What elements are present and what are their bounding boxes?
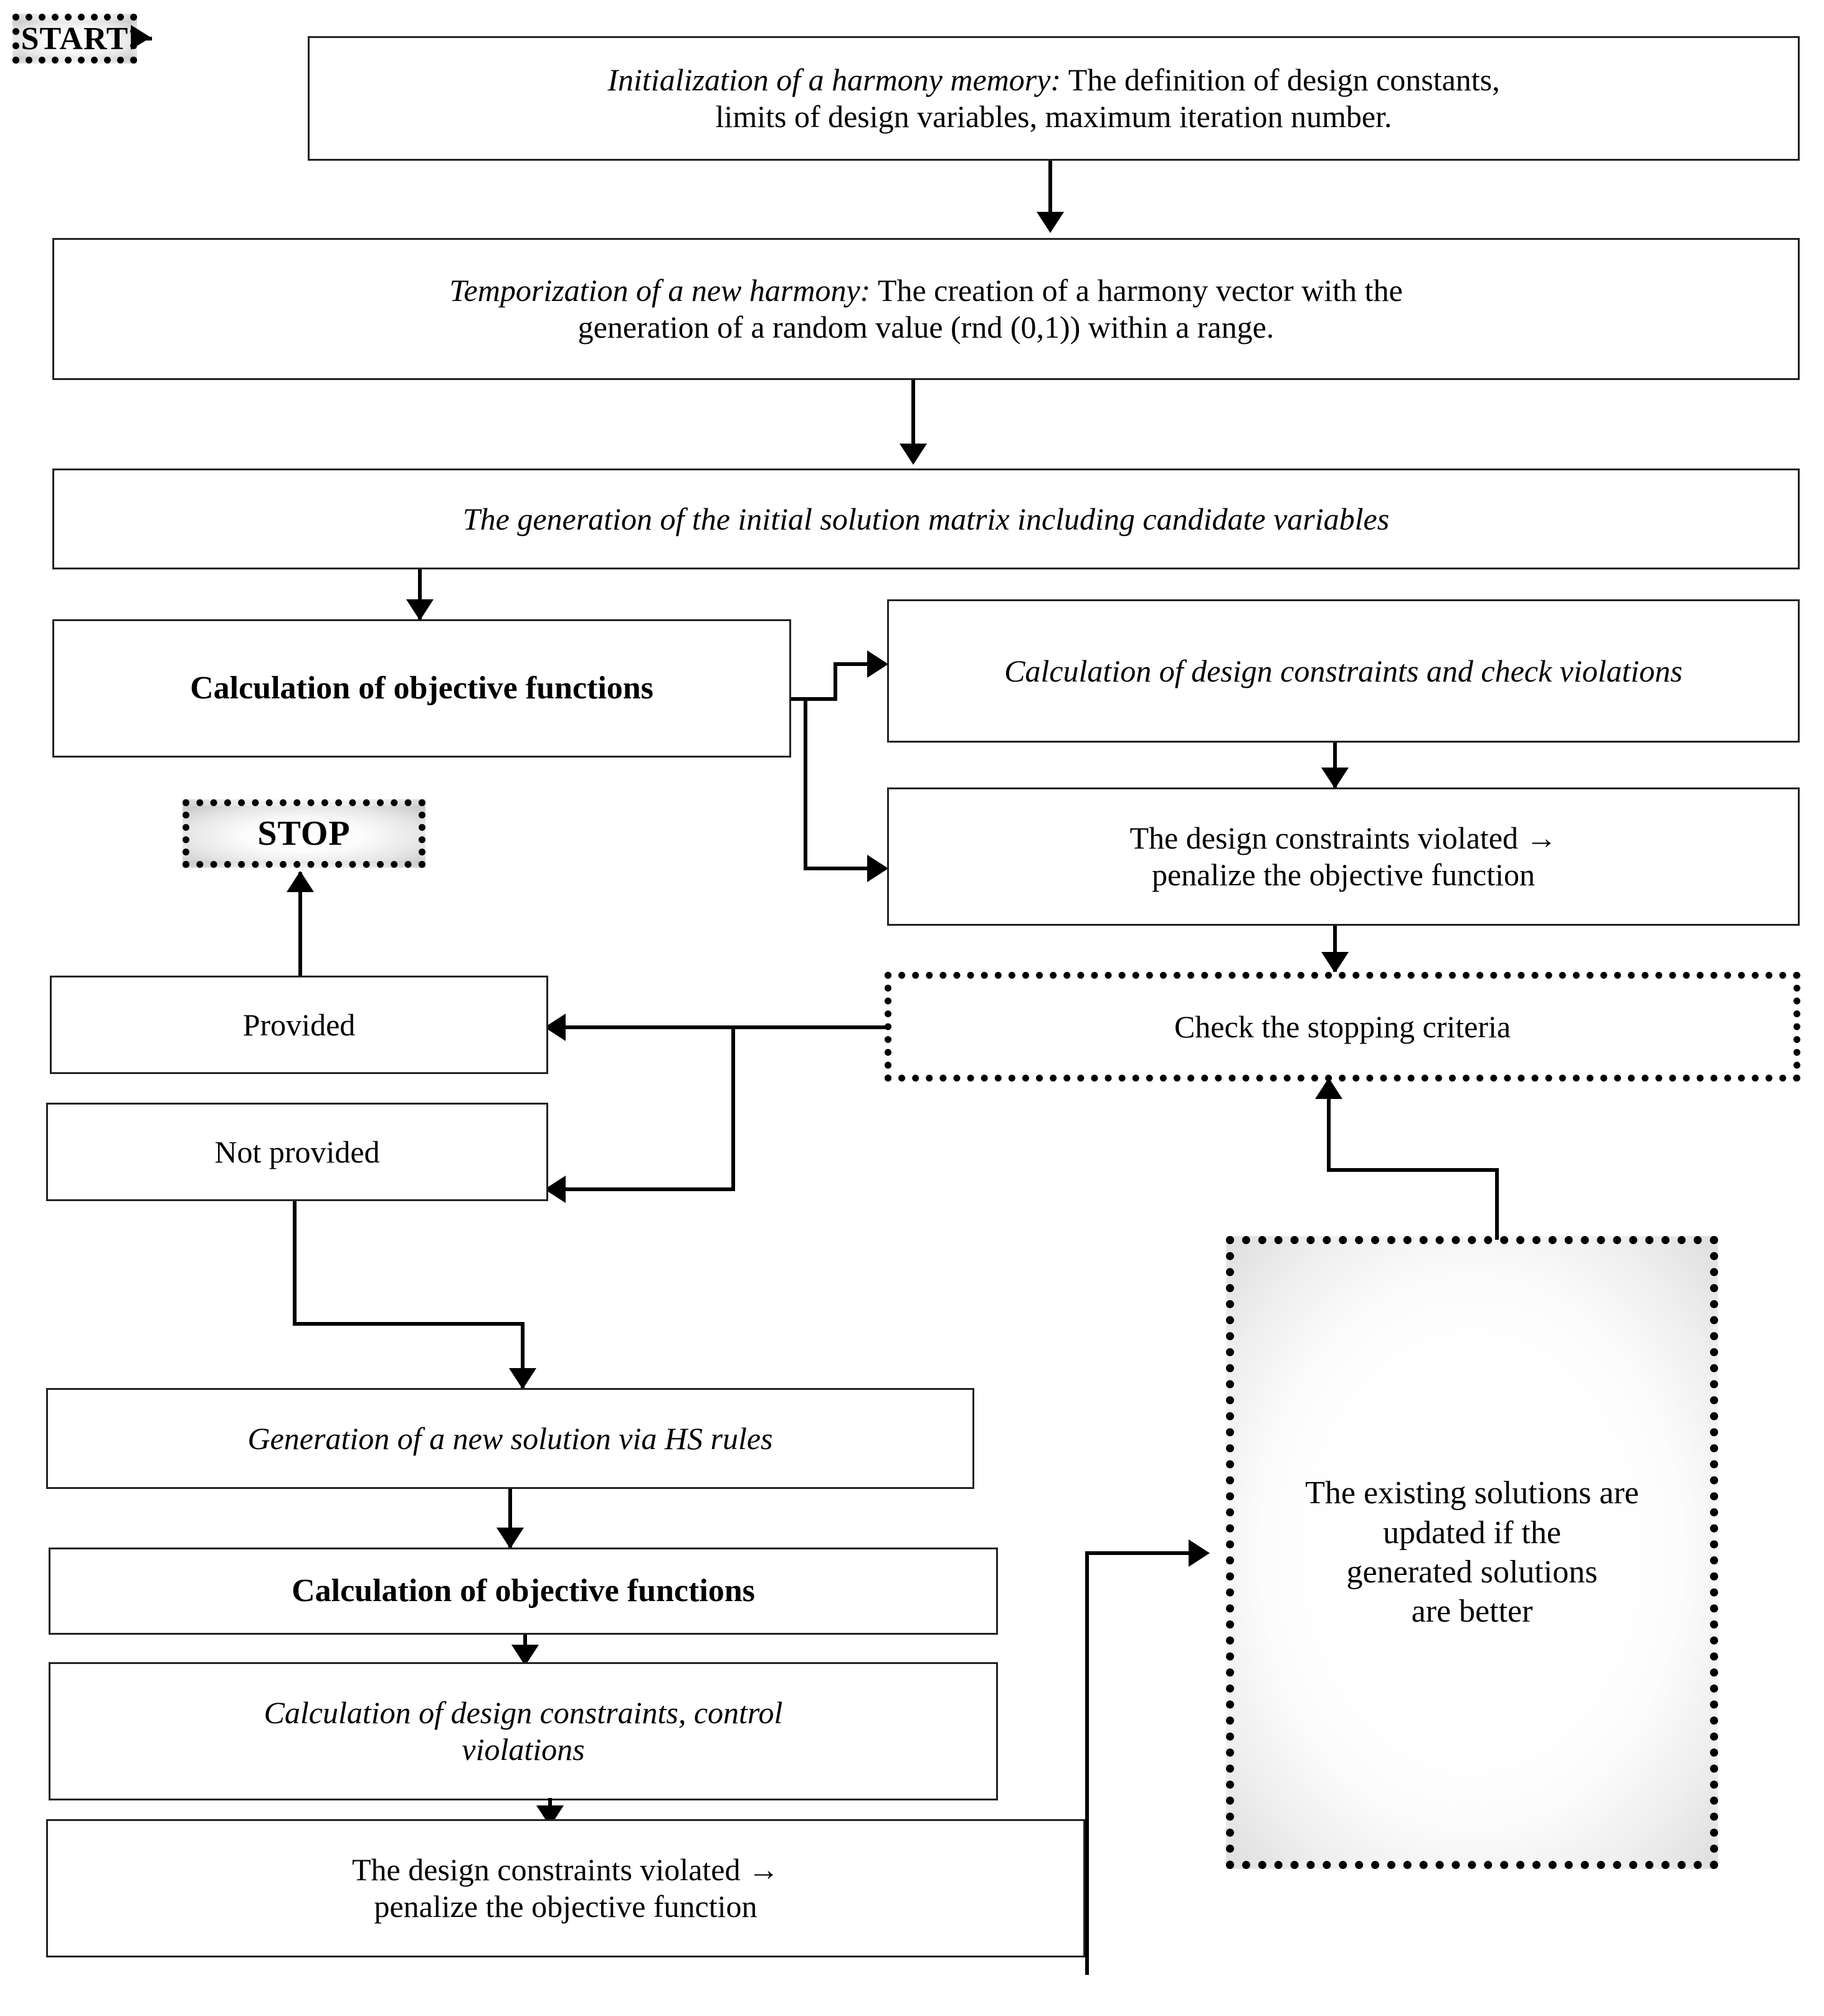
node-check-stopping [885,972,1800,1082]
node-stop [183,799,425,868]
node-calc-objective-1-label: Calculation of objective functions [190,670,653,706]
node-calc-constraints-1 [887,599,1800,743]
node-check-stopping-label: Check the stopping criteria [1174,1009,1511,1044]
arrowhead-calcobj1-to-penalize [867,855,888,882]
connector-update-across [1327,1168,1499,1172]
node-not-provided [46,1103,548,1201]
node-new-solution-hs-label: Generation of a new solution via HS rules [247,1420,773,1456]
arrowhead-init-to-temporization [1037,212,1064,233]
node-penalize-1 [887,787,1800,926]
node-init-memory-line1: Initialization of a harmony memory: [607,62,1062,97]
connector-check-to-branch [735,1025,890,1029]
connector-calcobj1-riser [834,662,837,701]
node-init-memory-line3: limits of design variables, maximum iteration number. [715,99,1392,134]
node-provided [50,976,548,1074]
connector-branch-vertical [731,1025,735,1191]
node-stop-label: STOP [257,814,351,853]
node-not-provided-label: Not provided [214,1134,380,1169]
node-penalize-2-line2: penalize the objective function [374,1889,758,1924]
arrowhead-constraints1-to-penalize1 [1321,768,1349,789]
connector-calcobj1-stub [791,697,837,701]
arrowhead-notprovided-to-newsolution [509,1368,536,1389]
node-penalize-1-line2: penalize the objective function [1151,857,1535,892]
node-temporization [52,238,1800,380]
node-penalize-2-line1: The design constraints violated → [352,1852,779,1887]
node-temporization-line1: Temporization of a new harmony: [449,273,871,308]
arrowhead-calcobj1-to-constraints [867,650,888,678]
node-calc-constraints-2-line2: violations [462,1732,585,1767]
node-calc-constraints-2 [49,1662,998,1800]
node-start-label: START [21,21,129,57]
node-calc-objective-2-label: Calculation of objective functions [292,1573,755,1609]
node-update-solutions-line3: generated solutions [1346,1554,1598,1590]
connector-notprovided-drop [293,1201,297,1326]
arrowhead-newsolution-to-calcobj2 [496,1528,524,1549]
arrowhead-matrix-to-calcobj1 [406,599,434,620]
arrowhead-penalize2-to-update [1189,1539,1210,1567]
node-provided-label: Provided [242,1007,356,1042]
connector-branch-to-provided [554,1025,735,1029]
arrowhead-penalize1-to-check [1321,952,1349,973]
arrowhead-start-to-init [131,25,151,50]
node-calc-constraints-1-label: Calculation of design constraints and check violations [1004,653,1683,688]
arrowhead-update-to-check [1315,1078,1342,1099]
node-update-solutions-line1: The existing solutions are [1305,1475,1639,1511]
arrowhead-provided-to-stop [287,871,314,892]
connector-penalize2-to-update [1085,1551,1205,1555]
node-temporization-line2: The creation of a harmony vector with the [877,273,1403,308]
connector-temporization-to-matrix [911,380,915,452]
node-init-memory-line2: The definition of design constants, [1068,62,1500,97]
node-calc-objective-1 [52,619,791,758]
connector-calcobj1-dropper [804,701,807,870]
node-calc-constraints-2-line1: Calculation of design constraints, control [264,1695,783,1730]
node-update-solutions [1226,1236,1718,1869]
node-new-solution-hs [46,1388,974,1489]
node-calc-objective-2 [49,1548,998,1635]
node-penalize-1-line1: The design constraints violated → [1129,820,1557,855]
node-init-memory [308,36,1800,161]
connector-update-riser [1495,1168,1499,1240]
connector-notprovided-across [293,1322,525,1326]
connector-penalize2-riser [1085,1551,1089,1975]
node-update-solutions-line4: are better [1411,1594,1533,1630]
node-update-solutions-line2: updated if the [1383,1514,1561,1551]
node-initial-matrix-label: The generation of the initial solution matrix including candidate variables [462,501,1390,536]
node-start [12,14,137,64]
node-initial-matrix [52,468,1800,569]
connector-update-to-check [1327,1096,1331,1170]
node-temporization-line3: generation of a random value (rnd (0,1)) within a range. [577,310,1275,345]
arrowhead-temporization-to-matrix [900,444,927,465]
connector-branch-to-notprovided [554,1187,735,1191]
node-penalize-2 [46,1819,1085,1957]
